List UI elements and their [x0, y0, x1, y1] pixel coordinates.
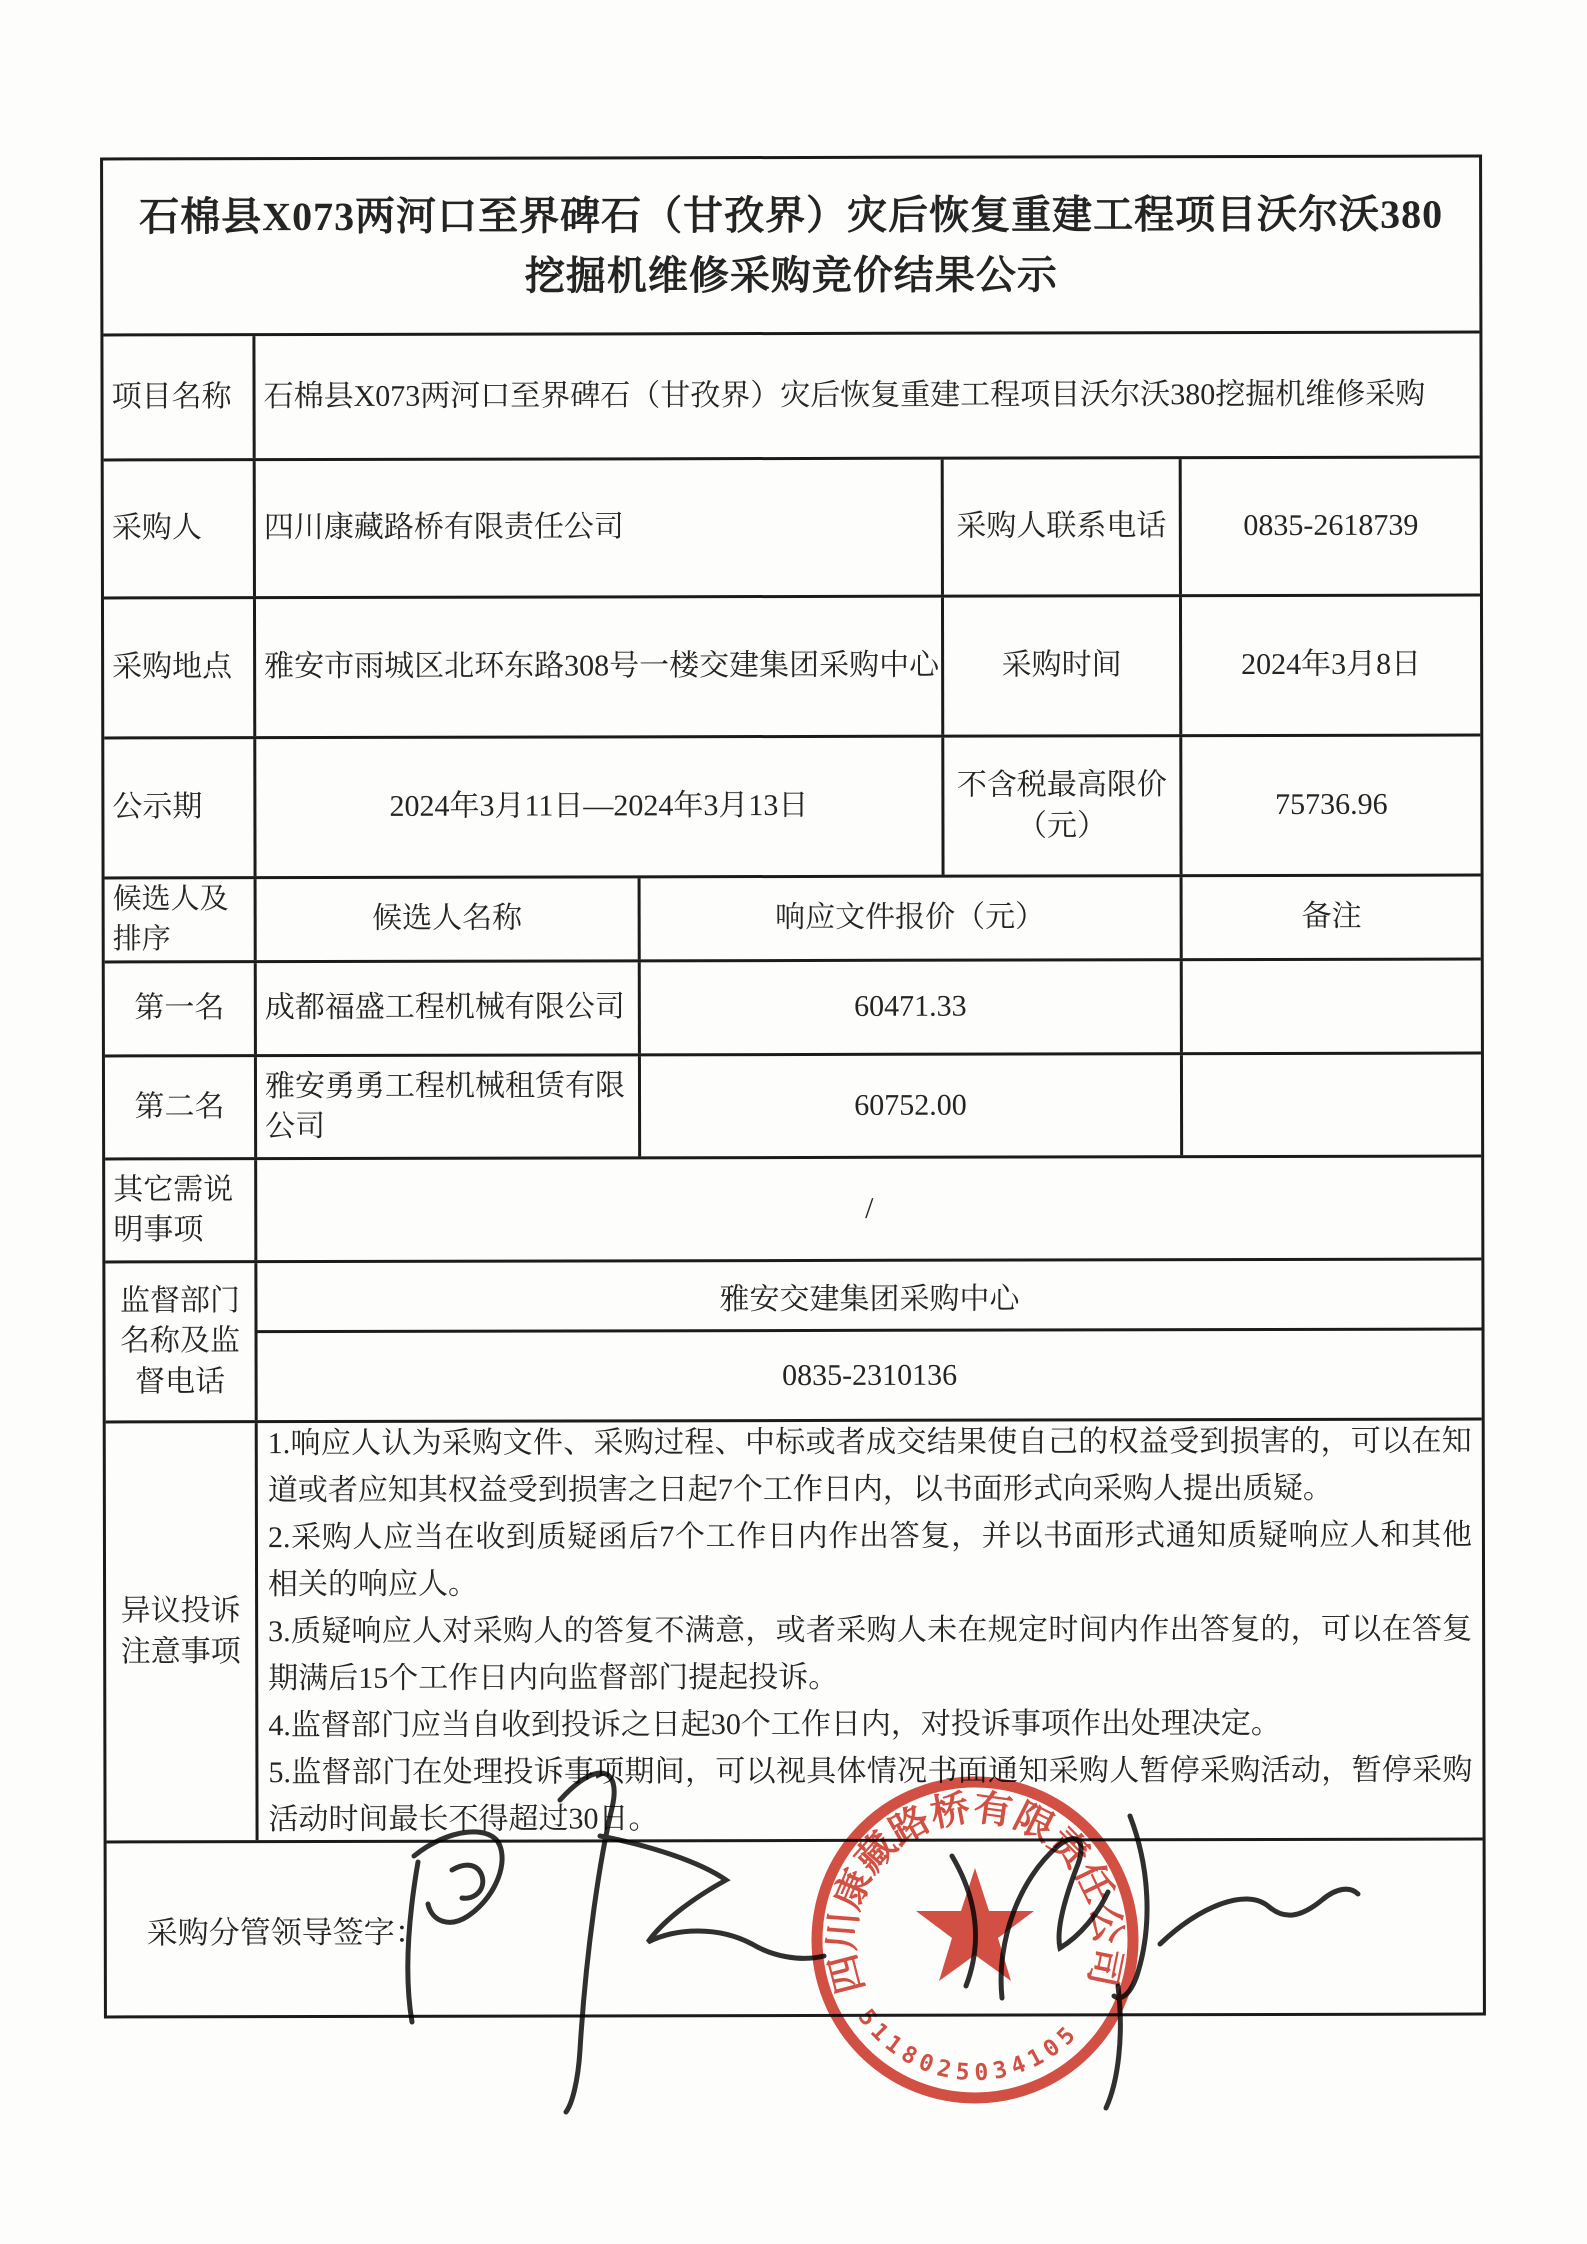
row-publicity-period	[104, 737, 1480, 880]
purchaser-phone-label: 采购人联系电话	[944, 459, 1182, 594]
candidate-1-note	[1183, 961, 1481, 1053]
candidates-name-header: 候选人名称	[257, 878, 641, 960]
purchaser-phone-value: 0835-2618739	[1243, 508, 1419, 543]
max-price-value: 75736.96	[1275, 788, 1388, 822]
supervision-name: 雅安交建集团采购中心	[257, 1261, 1481, 1334]
location-label: 采购地点	[104, 599, 256, 736]
purchase-time-value: 2024年3月8日	[1241, 647, 1422, 682]
purchase-time-label: 采购时间	[944, 597, 1182, 734]
location-value: 雅安市雨城区北环东路308号一楼交建集团采购中心	[256, 598, 944, 736]
max-price-label: 不含税最高限价（元）	[944, 737, 1182, 874]
candidate-2-note	[1183, 1055, 1481, 1156]
candidate-1-rank: 第一名	[105, 963, 257, 1054]
complaint-label: 异议投诉注意事项	[106, 1423, 259, 1840]
supervision-values	[257, 1261, 1481, 1421]
row-purchaser	[104, 459, 1480, 600]
signature-handwriting-left	[380, 1760, 850, 2130]
stamp-company-text: 四川康藏路桥有限责任公司	[821, 1787, 1128, 1998]
candidate-2-rank: 第二名	[105, 1057, 257, 1157]
candidates-note-header: 备注	[1301, 900, 1362, 934]
row-candidates-header	[105, 877, 1481, 964]
row-supervision	[105, 1261, 1481, 1424]
other-notes-value: /	[865, 1191, 874, 1225]
complaint-item-3: 3.质疑响应人对采购人的答复不满意，或者采购人未在规定时间内作出答复的，可以在答复期满后15个工作日内向监督部门提起投诉。	[268, 1612, 1473, 1696]
candidate-2-bid: 60752.00	[641, 1055, 1183, 1156]
supervision-label: 监督部门名称及监督电话	[105, 1263, 257, 1420]
publicity-label: 公示期	[104, 739, 256, 876]
complaint-item-1: 1.响应人认为采购文件、采购过程、中标或者成交结果使自己的权益受到损害的，可以在知道或者应知其权益受到损害之日起7个工作日内，以书面形式向采购人提出质疑。	[267, 1424, 1472, 1508]
stamp-number-text: 5118025034105	[852, 2004, 1085, 2087]
document-title	[103, 158, 1479, 337]
signature-handwriting-right	[920, 1790, 1380, 2120]
candidate-1-name: 成都福盛工程机械有限公司	[257, 962, 641, 1054]
supervision-phone: 0835-2310136	[782, 1358, 958, 1392]
project-name-value: 石棉县X073两河口至界碑石（甘孜界）灾后恢复重建工程项目沃尔沃380挖掘机维修采购	[263, 377, 1426, 413]
purchaser-label: 采购人	[104, 461, 256, 596]
candidate-2-name: 雅安勇勇工程机械租赁有限公司	[257, 1056, 641, 1157]
table-row-candidate-2	[105, 1055, 1481, 1161]
table-row-candidate-1	[105, 961, 1481, 1058]
candidate-1-bid: 60471.33	[641, 961, 1183, 1053]
candidates-bid-header: 响应文件报价（元）	[641, 877, 1183, 959]
title-line-1: 石棉县X073两河口至界碑石（甘孜界）灾后恢复重建工程项目沃尔沃380	[139, 191, 1444, 239]
purchaser-value: 四川康藏路桥有限责任公司	[256, 460, 944, 596]
complaint-item-2: 2.采购人应当在收到质疑函后7个工作日内作出答复，并以书面形式通知质疑响应人和其他相关的响应人。	[267, 1518, 1472, 1602]
complaint-item-4: 4.监督部门应当自收到投诉之日起30个工作日内，对投诉事项作出处理决定。	[268, 1706, 1281, 1743]
row-project-name	[103, 334, 1479, 462]
publicity-value: 2024年3月11日—2024年3月13日	[256, 738, 944, 876]
title-line-2: 挖掘机维修采购竞价结果公示	[524, 251, 1058, 299]
row-other-notes	[105, 1158, 1481, 1264]
candidates-rank-header: 候选人及排序	[105, 879, 257, 960]
document-table	[100, 155, 1486, 2019]
row-location	[104, 597, 1480, 740]
signature-label: 采购分管领导签字：	[146, 1914, 426, 1950]
project-name-label: 项目名称	[103, 336, 255, 458]
complaint-item-5: 5.监督部门在处理投诉事项期间，可以视具体情况书面通知采购人暂停采购活动，暂停采购活动时间最长不得超过30日。	[268, 1753, 1473, 1837]
other-notes-label: 其它需说明事项	[105, 1160, 257, 1260]
